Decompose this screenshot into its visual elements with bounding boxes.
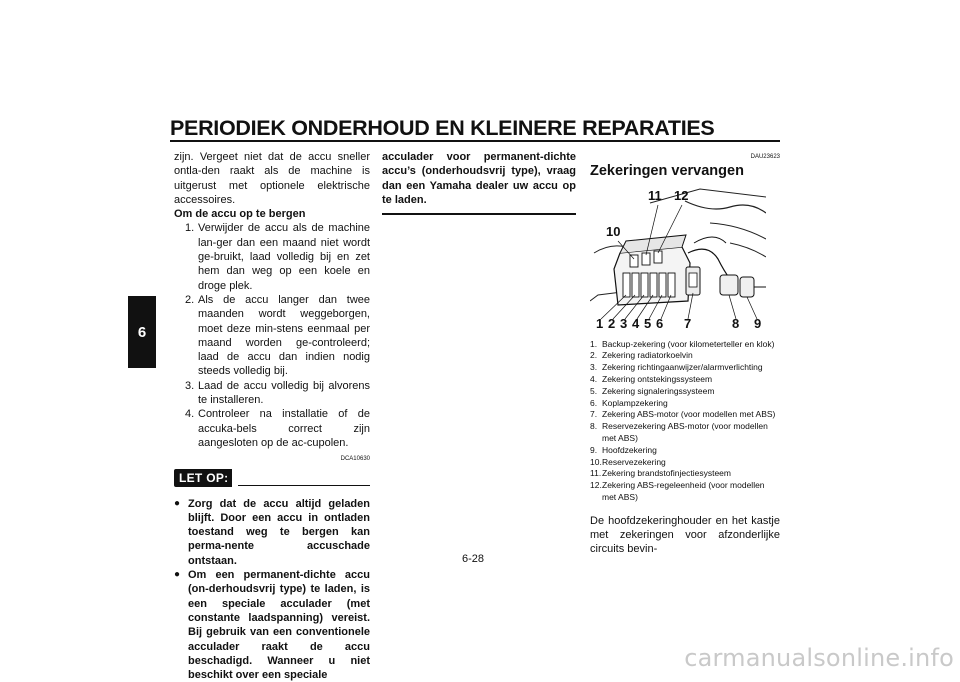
- callout-11: 11: [648, 187, 662, 203]
- reference-code: DCA10630: [340, 456, 370, 463]
- callout-10: 10: [606, 223, 621, 239]
- list-item: 4. Controleer na installatie of de accuka-bels correct zijn aangesloten op de ac-cupolen.: [185, 408, 370, 449]
- list-item: 10. Reservezekering: [590, 456, 666, 467]
- caution-header: [174, 469, 370, 491]
- list-item: 4. Zekering ontstekingssysteem: [590, 373, 713, 384]
- list-item: 6. Koplampzekering: [590, 397, 668, 408]
- caution-continued: acculader voor permanent-dichte accu’s (onderhoudsvrij type), vraag dan een Yamaha dealer uw accu op te laden.: [382, 151, 576, 206]
- reference-code: DAU23623: [750, 154, 780, 160]
- section-title: Zekeringen vervangen: [590, 163, 744, 180]
- column-right: [590, 150, 780, 557]
- watermark: carmanualsonline.info: [684, 644, 954, 672]
- fuse-box-diagram: [590, 183, 766, 331]
- chapter-tab: 6: [128, 296, 156, 368]
- fuse-box-illustration: [590, 183, 766, 331]
- callout-1: 1: [596, 315, 604, 331]
- fuse-captions: [590, 339, 780, 504]
- page-title: PERIODIEK ONDERHOUD EN KLEINERE REPARATIES: [170, 116, 715, 140]
- caution-rule: [238, 485, 370, 487]
- title-rule: [170, 140, 780, 142]
- list-item: 3. Laad de accu volledig bij alvorens te installeren.: [185, 379, 370, 407]
- list-item: 1. Backup-zekering (voor kilometerteller en klok): [590, 338, 775, 349]
- callout-3: 3: [620, 315, 628, 331]
- callout-9: 9: [754, 315, 762, 331]
- callout-5: 5: [644, 315, 652, 331]
- list-item: 3. Zekering richtingaanwijzer/alarmverlichting: [590, 362, 763, 373]
- list-item: ● Zorg dat de accu altijd geladen blijft. Door een accu in ontladen toestand weg te bergen kan perma-nente accuschade ontstaan.: [174, 497, 370, 567]
- callout-2: 2: [608, 315, 616, 331]
- list-item: 7. Zekering ABS-motor (voor modellen met ABS): [590, 409, 776, 420]
- storage-heading: Om de accu op te bergen: [174, 208, 306, 221]
- storage-steps: [174, 221, 370, 450]
- list-item: 5. Zekering signaleringssysteem: [590, 385, 715, 396]
- list-item: 2. Zekering radiatorkoelvin: [590, 350, 693, 361]
- list-item: 2. Als de accu langer dan twee maanden wordt weggeborgen, moet deze min-stens eenmaal per maand worden ge-controleerd; laad de accu dan indien nodig steeds volledig bij.: [185, 293, 370, 378]
- list-item: 9. Hoofdzekering: [590, 444, 657, 455]
- callout-4: 4: [632, 315, 640, 331]
- bullet-icon: ●: [174, 569, 181, 581]
- callout-8: 8: [732, 315, 740, 331]
- column-middle: [382, 150, 576, 215]
- column-left: [174, 150, 370, 682]
- callout-6: 6: [656, 315, 664, 331]
- list-item: 12. Zekering ABS-regeleenheid (voor modellen met ABS): [590, 480, 765, 502]
- fuse-body-paragraph: De hoofdzekeringhouder en het kastje met zekeringen voor afzonderlijke circuits bevin-: [590, 514, 780, 556]
- intro-paragraph: zijn. Vergeet niet dat de accu sneller ontla-den raakt als de machine is uitgerust met optionele elektrische accessoires.: [174, 151, 370, 206]
- list-item: 8. Reservezekering ABS-motor (voor modellen met ABS): [590, 421, 768, 443]
- callout-12: 12: [674, 187, 689, 203]
- list-item: 11. Zekering brandstofinjectiesysteem: [590, 468, 731, 479]
- caution-end-rule: [382, 213, 576, 215]
- caution-label: LET OP:: [174, 469, 232, 487]
- bullet-icon: ●: [174, 497, 181, 509]
- page-number: 6-28: [462, 553, 485, 565]
- caution-bullets: [174, 497, 370, 682]
- list-item: 1. Verwijder de accu als de machine lan-ger dan een maand niet wordt ge-bruikt, laad volledig bij en zet hem dan weg op een koele en droge plek.: [185, 222, 370, 292]
- callout-7: 7: [684, 315, 692, 331]
- list-item: ● Om een permanent-dichte accu (on-derhoudsvrij type) te laden, is een speciale acculader (met constante laadspanning) vereist. Bij gebruik van een conventionele acculader raakt de accu beschadigd. Wanneer u niet beschikt over een speciale: [174, 569, 370, 682]
